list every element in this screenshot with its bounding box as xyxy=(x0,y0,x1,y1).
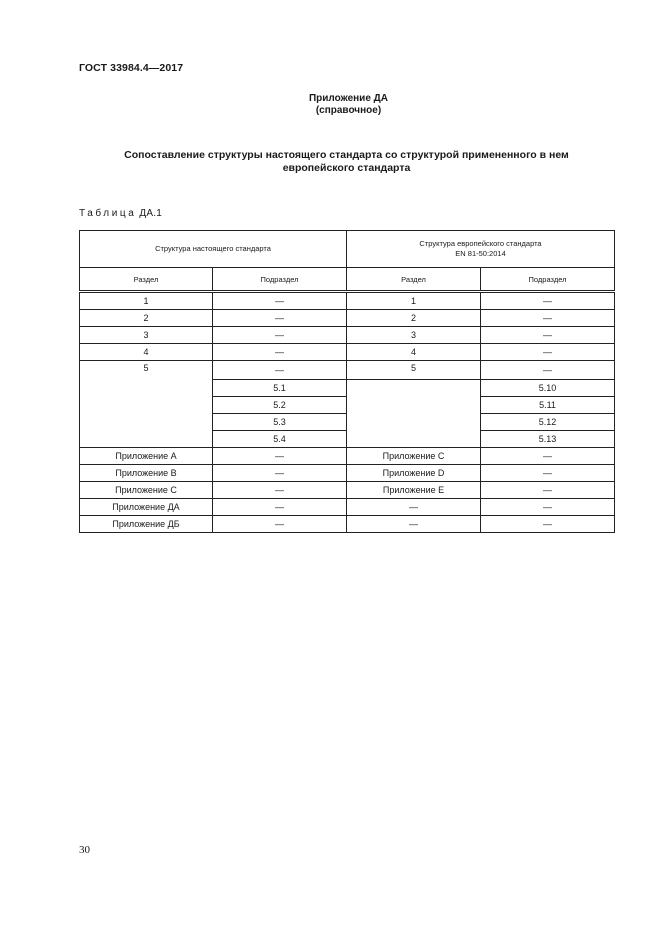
table-cell: 5.2 xyxy=(213,397,347,414)
page-number: 30 xyxy=(79,844,90,856)
table-cell: 1 xyxy=(347,292,481,310)
table-cell: Приложение А xyxy=(80,448,213,465)
table-row xyxy=(80,465,615,482)
table-cell: Приложение В xyxy=(80,465,213,482)
table-caption xyxy=(79,208,162,219)
table-cell: — xyxy=(213,361,347,380)
table-cell: — xyxy=(481,292,615,310)
table-cell: — xyxy=(213,448,347,465)
header-european-line-2: EN 81-50:2014 xyxy=(455,249,506,258)
table-cell: 2 xyxy=(347,310,481,327)
table-row xyxy=(80,448,615,465)
table-subheader-row xyxy=(80,268,615,292)
table-cell: 5.13 xyxy=(481,431,615,448)
table-cell: — xyxy=(481,361,615,380)
table-cell: 4 xyxy=(347,344,481,361)
table-cell-section-5-current: 5 xyxy=(80,361,213,448)
table-cell: — xyxy=(481,448,615,465)
table-cell: 4 xyxy=(80,344,213,361)
table-cell: Приложение С xyxy=(80,482,213,499)
table-cell: — xyxy=(481,327,615,344)
table-cell: — xyxy=(481,499,615,516)
table-cell: — xyxy=(481,482,615,499)
table-cell: — xyxy=(481,465,615,482)
document-code: ГОСТ 33984.4—2017 xyxy=(79,62,184,74)
table-cell: 2 xyxy=(80,310,213,327)
table-row xyxy=(80,327,615,344)
page-title-line-2: европейского стандарта xyxy=(282,162,411,174)
table-cell: — xyxy=(213,465,347,482)
table-cell: 3 xyxy=(347,327,481,344)
table-cell: Приложение С xyxy=(347,448,481,465)
table-row xyxy=(80,516,615,533)
table-cell: 5.11 xyxy=(481,397,615,414)
table-cell: — xyxy=(213,310,347,327)
table-cell: — xyxy=(347,499,481,516)
subheader-cell: Подраздел xyxy=(481,268,615,292)
table-header-row xyxy=(80,231,615,268)
appendix-title: Приложение ДА xyxy=(308,93,389,104)
table-cell: Приложение ДБ xyxy=(80,516,213,533)
table-cell-empty xyxy=(347,380,481,448)
table-cell: 5.12 xyxy=(481,414,615,431)
page-title-line-1: Сопоставление структуры настоящего стандарта со структурой примененного в нем xyxy=(124,149,569,161)
table-cell: Приложение D xyxy=(347,465,481,482)
table-cell: — xyxy=(213,327,347,344)
table-cell: — xyxy=(481,310,615,327)
table-cell: — xyxy=(213,499,347,516)
table-cell: — xyxy=(213,482,347,499)
table-caption-id: ДА.1 xyxy=(136,208,162,219)
subheader-cell: Подраздел xyxy=(213,268,347,292)
table-caption-word: Таблица xyxy=(79,208,137,219)
table-cell: 5.10 xyxy=(481,380,615,397)
subheader-cell: Раздел xyxy=(80,268,213,292)
table-cell: — xyxy=(481,516,615,533)
table-row xyxy=(80,361,615,380)
table-cell: — xyxy=(481,344,615,361)
structure-comparison-table xyxy=(79,230,615,533)
table-cell: 1 xyxy=(80,292,213,310)
table-cell: — xyxy=(347,516,481,533)
table-row xyxy=(80,292,615,310)
table-cell: Приложение Е xyxy=(347,482,481,499)
table-cell: 5.3 xyxy=(213,414,347,431)
table-row xyxy=(80,499,615,516)
appendix-heading xyxy=(0,93,661,117)
table-cell: Приложение ДА xyxy=(80,499,213,516)
table-row xyxy=(80,482,615,499)
table-row xyxy=(80,310,615,327)
appendix-note: (справочное) xyxy=(315,105,382,116)
header-current-standard: Структура настоящего стандарта xyxy=(80,231,347,268)
table-cell: — xyxy=(213,344,347,361)
table-cell: — xyxy=(213,516,347,533)
page-title xyxy=(79,149,614,175)
table-cell-section-5-european: 5 xyxy=(347,361,481,380)
table-cell: — xyxy=(213,292,347,310)
table-row xyxy=(80,344,615,361)
table-cell: 5.4 xyxy=(213,431,347,448)
subheader-cell: Раздел xyxy=(347,268,481,292)
header-european-standard xyxy=(347,231,615,268)
table-cell: 3 xyxy=(80,327,213,344)
header-european-line-1: Структура европейского стандарта xyxy=(419,239,542,248)
table-cell: 5.1 xyxy=(213,380,347,397)
